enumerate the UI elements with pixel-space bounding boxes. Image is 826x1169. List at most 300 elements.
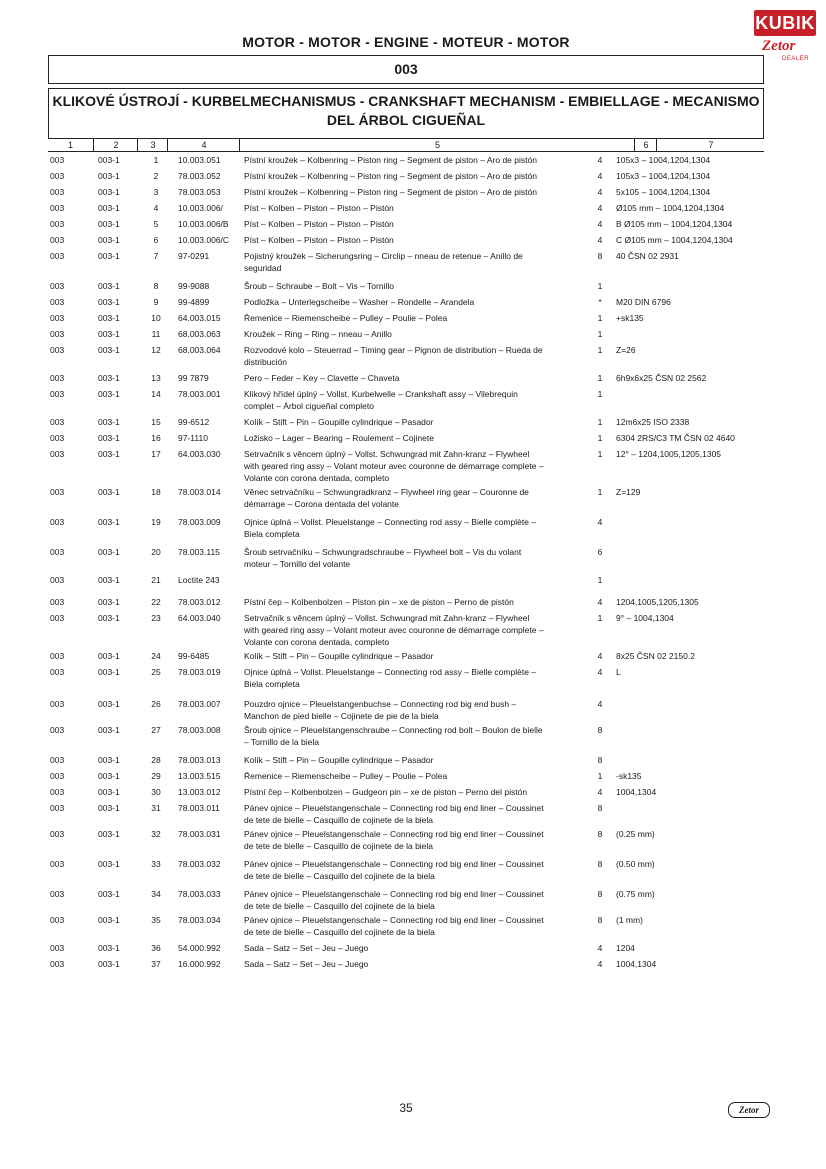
cell-c3: 3 bbox=[153, 187, 159, 197]
cell-description bbox=[244, 234, 590, 246]
column-header-4: 4 bbox=[167, 139, 240, 151]
cell-c1: 003 bbox=[50, 433, 65, 443]
cell-c3: 10 bbox=[151, 313, 161, 323]
cell-c6: 1 bbox=[597, 389, 603, 399]
cell-c4: 99-6512 bbox=[178, 417, 210, 427]
cell-description bbox=[244, 372, 590, 384]
cell-c4: 64.003.040 bbox=[178, 613, 221, 623]
cell-c4: 78.003.009 bbox=[178, 517, 221, 527]
cell-c4: 78.003.019 bbox=[178, 667, 221, 677]
cell-c3: 17 bbox=[151, 449, 161, 459]
cell-c3: 27 bbox=[151, 725, 161, 735]
cell-c4: 78.003.032 bbox=[178, 859, 221, 869]
cell-c6: 4 bbox=[597, 651, 603, 661]
cell-c4: 78.003.007 bbox=[178, 699, 221, 709]
description-line: démarrage – Corona dentada del volante bbox=[244, 499, 399, 509]
cell-c2: 003-1 bbox=[98, 547, 120, 557]
cell-c2: 003-1 bbox=[98, 251, 120, 261]
description-line: with geared ring assy – Volant moteur avec couronne de démarrage complete – bbox=[244, 461, 544, 471]
cell-c3: 18 bbox=[151, 487, 161, 497]
cell-c2: 003-1 bbox=[98, 417, 120, 427]
cell-description bbox=[244, 448, 590, 484]
cell-c6: 4 bbox=[597, 187, 603, 197]
cell-c6: 1 bbox=[597, 771, 603, 781]
cell-c6: 8 bbox=[597, 803, 603, 813]
cell-description bbox=[244, 888, 590, 912]
cell-c3: 29 bbox=[151, 771, 161, 781]
cell-c2: 003-1 bbox=[98, 829, 120, 839]
cell-description bbox=[244, 416, 590, 428]
description-line: de tete de bielle – Casquillo de cojinete de la biela bbox=[244, 841, 434, 851]
cell-c4: 64.003.030 bbox=[178, 449, 221, 459]
cell-c3: 20 bbox=[151, 547, 161, 557]
page-title: MOTOR - MOTOR - ENGINE - MOTEUR - MOTOR bbox=[242, 34, 570, 50]
cell-c2: 003-1 bbox=[98, 725, 120, 735]
cell-description bbox=[244, 202, 590, 214]
cell-c6: 8 bbox=[597, 859, 603, 869]
cell-c7: Z=26 bbox=[616, 345, 636, 355]
cell-description bbox=[244, 218, 590, 230]
cell-c7: (0.50 mm) bbox=[616, 859, 655, 869]
cell-c4: Loctite 243 bbox=[178, 575, 220, 585]
cell-c1: 003 bbox=[50, 575, 65, 585]
cell-c2: 003-1 bbox=[98, 155, 120, 165]
cell-c1: 003 bbox=[50, 651, 65, 661]
cell-c6: 1 bbox=[597, 329, 603, 339]
description-line: Pánev ojnice – Pleuelstangenschale – Connecting rod big end liner – Coussinet bbox=[244, 915, 544, 925]
cell-c7: 12° – 1204,1005,1205,1305 bbox=[616, 449, 722, 459]
cell-c1: 003 bbox=[50, 313, 65, 323]
cell-c1: 003 bbox=[50, 829, 65, 839]
cell-c4: 97-1110 bbox=[178, 433, 208, 443]
cell-c6: 4 bbox=[597, 699, 603, 709]
cell-description bbox=[244, 516, 590, 540]
cell-c3: 8 bbox=[153, 281, 159, 291]
cell-c4: 99-9088 bbox=[178, 281, 210, 291]
cell-c2: 003-1 bbox=[98, 329, 120, 339]
description-line: Pánev ojnice – Pleuelstangenschale – Connecting rod big end liner – Coussinet bbox=[244, 859, 544, 869]
logo-dealer: DEALER bbox=[782, 56, 810, 62]
cell-c6: 1 bbox=[597, 417, 603, 427]
cell-c3: 35 bbox=[151, 915, 161, 925]
cell-c4: 78.003.001 bbox=[178, 389, 221, 399]
cell-c1: 003 bbox=[50, 547, 65, 557]
description-line: Setrvačník s věncem úplný – Vollst. Schwungrad mit Zahn-kranz – Flywheel bbox=[244, 449, 530, 459]
cell-c2: 003-1 bbox=[98, 771, 120, 781]
description-line: Sada – Satz – Set – Jeu – Juego bbox=[244, 943, 369, 953]
cell-c6: 8 bbox=[597, 915, 603, 925]
cell-c1: 003 bbox=[50, 417, 65, 427]
cell-c2: 003-1 bbox=[98, 667, 120, 677]
cell-c4: 78.003.014 bbox=[178, 487, 221, 497]
description-line: Pístní kroužek – Kolbenring – Piston ring – Segment de piston – Aro de pistón bbox=[244, 171, 537, 181]
cell-description bbox=[244, 296, 590, 308]
zetor-footer-logo: Zetor bbox=[728, 1102, 770, 1118]
cell-c6: 8 bbox=[597, 829, 603, 839]
description-line: Pojistný kroužek – Sicherungsring – Circlip – nneau de retenue – Anillo de bbox=[244, 251, 523, 261]
cell-c3: 36 bbox=[151, 943, 161, 953]
cell-c2: 003-1 bbox=[98, 651, 120, 661]
cell-description bbox=[244, 914, 590, 938]
cell-c4: 54.000.992 bbox=[178, 943, 221, 953]
cell-c4: 97-0291 bbox=[178, 251, 210, 261]
cell-c3: 26 bbox=[151, 699, 161, 709]
cell-c7: 6h9x6x25 ČSN 02 2562 bbox=[616, 373, 707, 383]
cell-c1: 003 bbox=[50, 235, 65, 245]
cell-c6: 4 bbox=[597, 517, 603, 527]
description-line: de tete de bielle – Casquillo del cojinete de la biela bbox=[244, 901, 435, 911]
cell-c3: 16 bbox=[151, 433, 161, 443]
cell-c6: 4 bbox=[597, 959, 603, 969]
cell-c6: 8 bbox=[597, 725, 603, 735]
cell-c6: 1 bbox=[597, 433, 603, 443]
cell-c1: 003 bbox=[50, 915, 65, 925]
cell-c3: 24 bbox=[151, 651, 161, 661]
description-line: de tete de bielle – Casquillo del cojinete de la biela bbox=[244, 927, 435, 937]
cell-c3: 4 bbox=[153, 203, 159, 213]
cell-description bbox=[244, 724, 590, 748]
description-line: Řemenice – Riemenscheibe – Pulley – Poulie – Polea bbox=[244, 313, 448, 323]
description-line: Volante con corona dentada, completo bbox=[244, 473, 390, 483]
cell-c4: 78.003.034 bbox=[178, 915, 221, 925]
cell-description bbox=[244, 250, 590, 274]
cell-c2: 003-1 bbox=[98, 597, 120, 607]
column-header-5: 5 bbox=[239, 139, 635, 151]
cell-c1: 003 bbox=[50, 859, 65, 869]
cell-c6: 1 bbox=[597, 487, 603, 497]
cell-c1: 003 bbox=[50, 487, 65, 497]
description-line: Pánev ojnice – Pleuelstangenschale – Connecting rod big end liner – Coussinet bbox=[244, 889, 544, 899]
description-line: Biela completa bbox=[244, 679, 300, 689]
cell-c3: 1 bbox=[153, 155, 159, 165]
cell-c7: 8x25 ČSN 02 2150.2 bbox=[616, 651, 695, 661]
cell-c3: 12 bbox=[151, 345, 161, 355]
cell-c7: (0.75 mm) bbox=[616, 889, 655, 899]
description-line: moteur – Tornillo del volante bbox=[244, 559, 351, 569]
cell-c1: 003 bbox=[50, 297, 65, 307]
cell-description bbox=[244, 328, 590, 340]
description-line: Podložka – Unterlegscheibe – Washer – Rondelle – Arandela bbox=[244, 297, 475, 307]
cell-c3: 14 bbox=[151, 389, 161, 399]
cell-description bbox=[244, 486, 590, 510]
cell-c2: 003-1 bbox=[98, 943, 120, 953]
cell-c1: 003 bbox=[50, 373, 65, 383]
cell-c7: 6304 2RS/C3 TM ČSN 02 4640 bbox=[616, 433, 735, 443]
cell-c4: 78.003.053 bbox=[178, 187, 221, 197]
cell-c4: 99-4899 bbox=[178, 297, 210, 307]
cell-c3: 11 bbox=[151, 329, 161, 339]
cell-c6: 4 bbox=[597, 787, 603, 797]
cell-c4: 78.003.008 bbox=[178, 725, 221, 735]
cell-c4: 10.003.006/C bbox=[178, 235, 230, 245]
cell-c6: 4 bbox=[597, 171, 603, 181]
cell-description bbox=[244, 546, 590, 570]
cell-c4: 99-6485 bbox=[178, 651, 210, 661]
cell-description bbox=[244, 666, 590, 690]
cell-c4: 99 7879 bbox=[178, 373, 209, 383]
cell-c3: 13 bbox=[151, 373, 161, 383]
cell-description bbox=[244, 596, 590, 608]
cell-c7: Ø105 mm – 1004,1204,1304 bbox=[616, 203, 725, 213]
cell-description bbox=[244, 170, 590, 182]
cell-c2: 003-1 bbox=[98, 203, 120, 213]
description-line: – Tornillo de la biela bbox=[244, 737, 319, 747]
cell-c3: 28 bbox=[151, 755, 161, 765]
description-line: Sada – Satz – Set – Jeu – Juego bbox=[244, 959, 369, 969]
cell-c1: 003 bbox=[50, 251, 65, 261]
cell-description bbox=[244, 958, 590, 970]
cell-c7: 12m6x25 ISO 2338 bbox=[616, 417, 690, 427]
cell-c7: 1004,1304 bbox=[616, 787, 657, 797]
description-line: Biela completa bbox=[244, 529, 300, 539]
cell-c2: 003-1 bbox=[98, 187, 120, 197]
cell-c2: 003-1 bbox=[98, 389, 120, 399]
cell-c1: 003 bbox=[50, 725, 65, 735]
cell-c3: 2 bbox=[153, 171, 159, 181]
section-title bbox=[48, 88, 764, 138]
description-line: Pístní čep – Kolbenbolzen – Piston pin – xe de piston – Perno de pistón bbox=[244, 597, 514, 607]
cell-c2: 003-1 bbox=[98, 699, 120, 709]
cell-c1: 003 bbox=[50, 699, 65, 709]
cell-c7: (1 mm) bbox=[616, 915, 643, 925]
cell-description bbox=[244, 650, 590, 662]
cell-c4: 78.003.052 bbox=[178, 171, 221, 181]
cell-c3: 33 bbox=[151, 859, 161, 869]
cell-c6: 8 bbox=[597, 251, 603, 261]
description-line: Šroub – Schraube – Bolt – Vis – Tornillo bbox=[244, 281, 394, 291]
cell-c6: 6 bbox=[597, 547, 603, 557]
cell-c3: 30 bbox=[151, 787, 161, 797]
column-header-3: 3 bbox=[137, 139, 168, 151]
cell-c2: 003-1 bbox=[98, 433, 120, 443]
cell-c4: 78.003.115 bbox=[178, 547, 220, 557]
cell-c7: 5x105 – 1004,1204,1304 bbox=[616, 187, 711, 197]
description-line: Rozvodové kolo – Steuerrad – Timing gear – Pignon de distribution – Rueda de bbox=[244, 345, 543, 355]
description-line: Pístní kroužek – Kolbenring – Piston ring – Segment de piston – Aro de pistón bbox=[244, 155, 537, 165]
cell-c7: +sk135 bbox=[616, 313, 644, 323]
description-line: Pánev ojnice – Pleuelstangenschale – Connecting rod big end liner – Coussinet bbox=[244, 829, 544, 839]
cell-c1: 003 bbox=[50, 959, 65, 969]
cell-c6: 4 bbox=[597, 219, 603, 229]
cell-c2: 003-1 bbox=[98, 859, 120, 869]
cell-c3: 21 bbox=[151, 575, 161, 585]
cell-c1: 003 bbox=[50, 203, 65, 213]
cell-c6: 1 bbox=[597, 373, 603, 383]
cell-c3: 19 bbox=[151, 517, 161, 527]
section-title-line1: KLIKOVÉ ÚSTROJÍ - KURBELMECHANISMUS - CRANKSHAFT MECHANISM - EMBIELLAGE - MECANISMO bbox=[52, 93, 760, 109]
cell-c3: 37 bbox=[151, 959, 161, 969]
cell-c2: 003-1 bbox=[98, 219, 120, 229]
description-line: Ojnice úplná – Vollst. Pleuelstange – Connecting rod assy – Bielle complète – bbox=[244, 517, 537, 527]
description-line: Setrvačník s věncem úplný – Vollst. Schwungrad mit Zahn-kranz – Flywheel bbox=[244, 613, 530, 623]
cell-c6: 1 bbox=[597, 313, 603, 323]
cell-c4: 64.003.015 bbox=[178, 313, 221, 323]
cell-c4: 10.003.051 bbox=[178, 155, 221, 165]
cell-c7: Z=129 bbox=[616, 487, 641, 497]
description-line: Kolík – Stift – Pin – Goupille cylindrique – Pasador bbox=[244, 651, 434, 661]
column-header-6: 6 bbox=[634, 139, 657, 151]
cell-c1: 003 bbox=[50, 755, 65, 765]
cell-c7: 1204 bbox=[616, 943, 635, 953]
cell-c4: 78.003.011 bbox=[178, 803, 220, 813]
logo-sub: Zetor bbox=[762, 38, 796, 54]
description-line: Kolík – Stift – Pin – Goupille cylindrique – Pasador bbox=[244, 417, 434, 427]
description-line: Kolík – Stift – Pin – Goupille cylindrique – Pasador bbox=[244, 755, 434, 765]
cell-c7: 1204,1005,1205,1305 bbox=[616, 597, 699, 607]
description-line: Pouzdro ojnice – Pleuelstangenbuchse – Connecting rod big end bush – bbox=[244, 699, 517, 709]
cell-c7: -sk135 bbox=[616, 771, 642, 781]
cell-c4: 10.003.006/ bbox=[178, 203, 223, 213]
cell-c2: 003-1 bbox=[98, 487, 120, 497]
cell-c4: 68.003.063 bbox=[178, 329, 221, 339]
cell-c6: 4 bbox=[597, 667, 603, 677]
description-line: Pístní kroužek – Kolbenring – Piston ring – Segment de piston – Aro de pistón bbox=[244, 187, 537, 197]
cell-c1: 003 bbox=[50, 329, 65, 339]
page-number: 35 bbox=[399, 1101, 413, 1115]
cell-c2: 003-1 bbox=[98, 345, 120, 355]
cell-description bbox=[244, 612, 590, 648]
cell-c2: 003-1 bbox=[98, 575, 120, 585]
cell-c4: 78.003.031 bbox=[178, 829, 221, 839]
cell-c1: 003 bbox=[50, 771, 65, 781]
description-line: de tete de bielle – Casquillo del cojinete de la biela bbox=[244, 871, 435, 881]
cell-c1: 003 bbox=[50, 449, 65, 459]
cell-c4: 78.003.012 bbox=[178, 597, 221, 607]
cell-c4: 10.003.006/B bbox=[178, 219, 229, 229]
cell-c7: 9° – 1004,1304 bbox=[616, 613, 674, 623]
cell-c2: 003-1 bbox=[98, 281, 120, 291]
cell-c4: 78.003.033 bbox=[178, 889, 221, 899]
cell-c4: 16.000.992 bbox=[178, 959, 221, 969]
description-line: Ložisko – Lager – Bearing – Roulement – Cojinete bbox=[244, 433, 434, 443]
cell-c4: 13.003.012 bbox=[178, 787, 221, 797]
cell-c6: 4 bbox=[597, 235, 603, 245]
section-title-line2: DEL ÁRBOL CIGUEÑAL bbox=[326, 112, 486, 128]
cell-c1: 003 bbox=[50, 345, 65, 355]
cell-c1: 003 bbox=[50, 613, 65, 623]
cell-c2: 003-1 bbox=[98, 449, 120, 459]
cell-c2: 003-1 bbox=[98, 755, 120, 765]
cell-c3: 9 bbox=[153, 297, 159, 307]
description-line: with geared ring assy – Volant moteur avec couronne de démarrage complete – bbox=[244, 625, 544, 635]
cell-description bbox=[244, 786, 590, 798]
description-line: de tete de bielle – Casquillo de cojinete de la biela bbox=[244, 815, 434, 825]
cell-c7: L bbox=[616, 667, 621, 677]
cell-description bbox=[244, 280, 590, 292]
cell-c6: 8 bbox=[597, 889, 603, 899]
description-line: Pero – Feder – Key – Clavette – Chaveta bbox=[244, 373, 400, 383]
cell-c7: (0.25 mm) bbox=[616, 829, 655, 839]
cell-description bbox=[244, 388, 590, 412]
cell-c7: B Ø105 mm – 1004,1204,1304 bbox=[616, 219, 733, 229]
description-line: Pánev ojnice – Pleuelstangenschale – Connecting rod big end liner – Coussinet bbox=[244, 803, 544, 813]
cell-c3: 15 bbox=[151, 417, 161, 427]
cell-c6: 4 bbox=[597, 203, 603, 213]
cell-c7: 105x3 – 1004,1204,1304 bbox=[616, 155, 711, 165]
cell-description bbox=[244, 344, 590, 368]
cell-c6: 4 bbox=[597, 597, 603, 607]
cell-c3: 7 bbox=[153, 251, 159, 261]
cell-description bbox=[244, 802, 590, 826]
cell-c1: 003 bbox=[50, 667, 65, 677]
cell-c2: 003-1 bbox=[98, 613, 120, 623]
cell-c2: 003-1 bbox=[98, 803, 120, 813]
cell-c3: 31 bbox=[151, 803, 161, 813]
cell-c1: 003 bbox=[50, 597, 65, 607]
logo-text: KUBIK bbox=[754, 10, 816, 36]
description-line: Píst – Kolben – Piston – Piston – Pistón bbox=[244, 235, 394, 245]
column-header-2: 2 bbox=[93, 139, 138, 151]
cell-c2: 003-1 bbox=[98, 915, 120, 925]
cell-c3: 6 bbox=[153, 235, 159, 245]
column-header bbox=[48, 138, 764, 152]
cell-description bbox=[244, 698, 590, 722]
cell-c6: 1 bbox=[597, 281, 603, 291]
cell-c3: 22 bbox=[151, 597, 161, 607]
cell-c7: 40 ČSN 02 2931 bbox=[616, 251, 679, 261]
cell-c1: 003 bbox=[50, 281, 65, 291]
cell-c1: 003 bbox=[50, 219, 65, 229]
cell-description bbox=[244, 770, 590, 782]
description-line: distribución bbox=[244, 357, 287, 367]
description-line: Šroub setrvačníku – Schwungradschraube – Flywheel bolt – Vis du volant bbox=[244, 547, 522, 557]
cell-c7: C Ø105 mm – 1004,1204,1304 bbox=[616, 235, 733, 245]
cell-c2: 003-1 bbox=[98, 787, 120, 797]
cell-c1: 003 bbox=[50, 889, 65, 899]
cell-c3: 23 bbox=[151, 613, 161, 623]
description-line: Kroužek – Ring – Ring – nneau – Anillo bbox=[244, 329, 392, 339]
cell-c1: 003 bbox=[50, 517, 65, 527]
cell-c1: 003 bbox=[50, 787, 65, 797]
cell-description bbox=[244, 942, 590, 954]
description-line: Šroub ojnice – Pleuelstangenschraube – Connecting rod bolt – Boulon de bielle bbox=[244, 725, 543, 735]
description-line: seguridad bbox=[244, 263, 282, 273]
description-line: complet – Árbol cigueñal completo bbox=[244, 401, 374, 411]
cell-c1: 003 bbox=[50, 389, 65, 399]
description-line: Manchon de pied bielle – Cojinete de pie de la biela bbox=[244, 711, 439, 721]
cell-c1: 003 bbox=[50, 187, 65, 197]
cell-c6: 1 bbox=[597, 449, 603, 459]
cell-c2: 003-1 bbox=[98, 313, 120, 323]
group-code: 003 bbox=[48, 55, 764, 84]
cell-c3: 32 bbox=[151, 829, 161, 839]
cell-description bbox=[244, 754, 590, 766]
cell-c3: 5 bbox=[153, 219, 159, 229]
cell-c2: 003-1 bbox=[98, 959, 120, 969]
cell-c1: 003 bbox=[50, 171, 65, 181]
cell-c7: M20 DIN 6796 bbox=[616, 297, 671, 307]
cell-c2: 003-1 bbox=[98, 297, 120, 307]
cell-c7: 105x3 – 1004,1204,1304 bbox=[616, 171, 711, 181]
cell-c4: 68.003.064 bbox=[178, 345, 221, 355]
cell-c4: 13.003.515 bbox=[178, 771, 221, 781]
cell-c1: 003 bbox=[50, 943, 65, 953]
description-line: Řemenice – Riemenscheibe – Pulley – Poulie – Polea bbox=[244, 771, 448, 781]
cell-c2: 003-1 bbox=[98, 235, 120, 245]
description-line: Píst – Kolben – Piston – Piston – Pistón bbox=[244, 203, 394, 213]
column-header-1: 1 bbox=[67, 140, 73, 150]
cell-description bbox=[244, 312, 590, 324]
cell-c6: 8 bbox=[597, 755, 603, 765]
description-line: Píst – Kolben – Piston – Piston – Pistón bbox=[244, 219, 394, 229]
cell-c1: 003 bbox=[50, 803, 65, 813]
cell-c2: 003-1 bbox=[98, 517, 120, 527]
description-line: Věnec setrvačníku – Schwungradkranz – Flywheel ring gear – Couronne de bbox=[244, 487, 529, 497]
cell-description bbox=[244, 186, 590, 198]
description-line: Klikový hřídel úplný – Vollst. Kurbelwelle – Crankshaft assy – Vilebrequin bbox=[244, 389, 518, 399]
cell-c4: 78.003.013 bbox=[178, 755, 221, 765]
cell-c3: 34 bbox=[151, 889, 161, 899]
